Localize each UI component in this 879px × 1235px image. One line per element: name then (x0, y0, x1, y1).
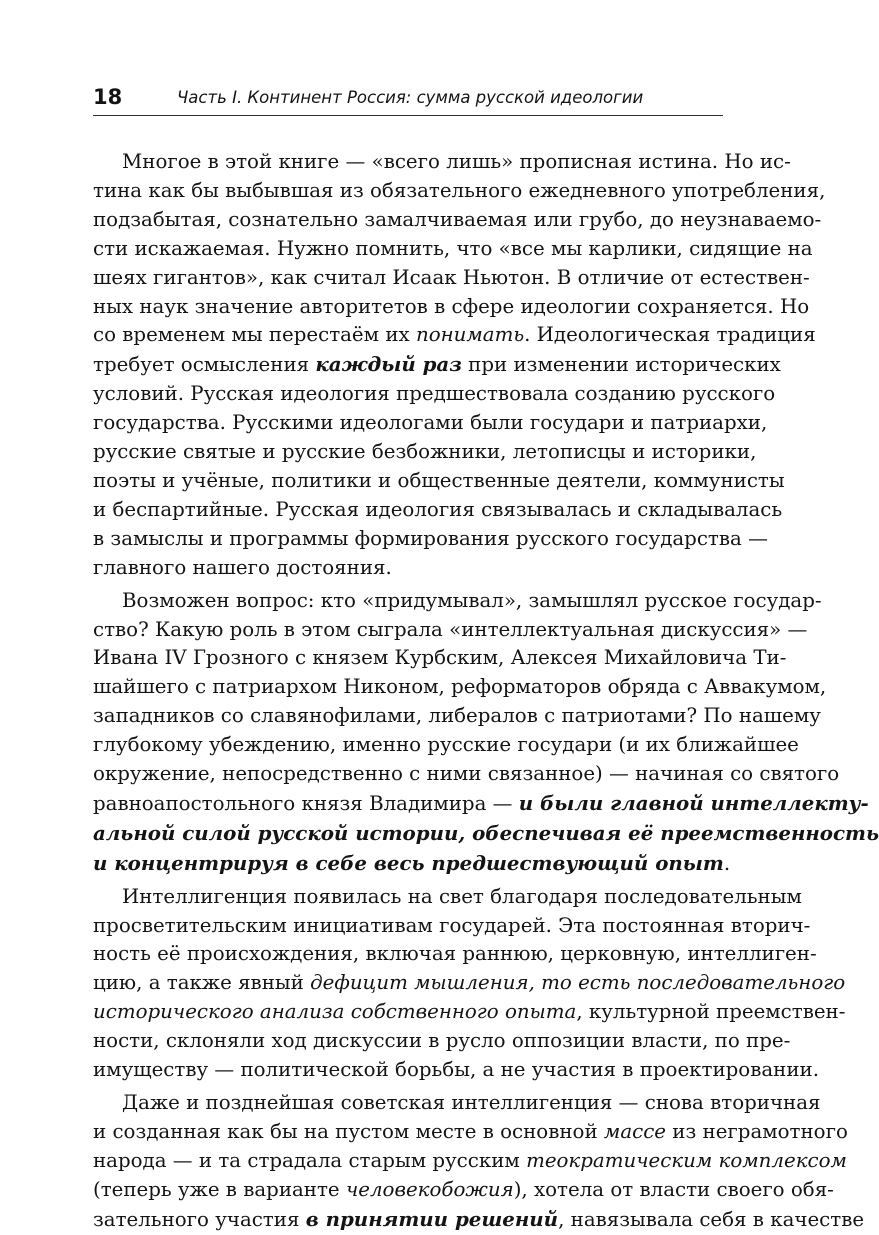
bold-italic-emphasis: каждый раз (315, 352, 462, 377)
italic-emphasis: дефицит мышления, то есть последовательного (310, 971, 846, 995)
text-line (93, 644, 787, 673)
text-line (93, 616, 808, 645)
text-line (93, 1089, 821, 1118)
paragraph (93, 1089, 865, 1235)
text-run: ных наук значение авторитетов в сфере идеологии сохраняется. Но (93, 294, 810, 318)
text-line (93, 293, 810, 322)
text-run: Многое в этой книге — «всего лишь» прописная истина. Но ис- (122, 150, 791, 173)
text-run: со временем мы перестаём их (93, 323, 416, 347)
text-run: . Идеологическая традиция (524, 323, 816, 347)
text-line (93, 819, 879, 849)
text-run: ), хотела от власти своего обя- (513, 1177, 834, 1201)
text-run: государства. Русскими идеологами были государи и патриархи, (93, 411, 768, 435)
paragraph (93, 587, 879, 879)
text-run: поэты и учёные, политики и общественные деятели, коммунисты (93, 468, 785, 492)
italic-emphasis: исторического анализа собственного опыта (93, 1000, 577, 1024)
text-line (93, 235, 813, 264)
text-line (93, 883, 802, 912)
text-line (93, 409, 768, 438)
header-rule (93, 115, 723, 116)
text-line (93, 760, 840, 789)
text-run: (теперь уже в варианте (93, 1177, 346, 1201)
text-run: имуществу — политической борьбы, а не участия в проектировании. (93, 1058, 819, 1082)
text-line (93, 148, 791, 177)
text-run: условий. Русская идеология предшествовала созданию русского (93, 382, 776, 406)
text-line (93, 702, 821, 731)
text-line (93, 1118, 848, 1147)
text-line (93, 206, 822, 235)
bold-italic-emphasis: в принятии решений (305, 1206, 559, 1231)
text-line (93, 350, 781, 380)
text-run: западников со славянофилами, либералов с патриотами? По нашему (93, 704, 821, 728)
text-run: из неграмотного (665, 1119, 848, 1143)
paragraph (93, 883, 846, 1085)
bold-italic-emphasis: и концентрируя в себе весь предшествующий опыт (93, 850, 724, 875)
text-line (93, 673, 827, 702)
text-line (93, 969, 846, 998)
text-line (93, 264, 810, 293)
text-line (93, 380, 776, 409)
text-run: равноапостольного князя Владимира — (93, 791, 519, 815)
text-run: , навязывала себя в качестве (558, 1207, 865, 1231)
text-line (93, 438, 757, 467)
text-line (93, 496, 783, 525)
text-run: ство? Какую роль в этом сыграла «интеллектуальная дискуссия» — (93, 617, 808, 641)
text-line (93, 940, 817, 969)
text-line (93, 912, 811, 941)
text-line (93, 849, 731, 879)
text-line (93, 789, 869, 819)
text-run: ность её происхождения, включая раннюю, церковную, интеллиген- (93, 942, 817, 966)
text-run: шеях гигантов», как считал Исаак Ньютон. В отличие от естествен- (93, 265, 810, 289)
text-line (93, 554, 723, 583)
text-line (93, 1176, 834, 1205)
text-line (93, 1147, 847, 1176)
paragraph (93, 148, 826, 583)
text-run: цию, а также явный (93, 971, 311, 995)
body-text (93, 148, 879, 1235)
bold-italic-emphasis: и были главной интеллекту- (518, 790, 869, 815)
italic-emphasis: человекобожия (345, 1177, 514, 1201)
italic-emphasis: теократическим комплексом (526, 1148, 847, 1172)
text-line (93, 467, 785, 496)
text-run: народа — и та страдала старым русским (93, 1148, 527, 1172)
italic-emphasis: понимать (415, 323, 525, 347)
text-run: шайшего с патриархом Никоном, реформаторов обряда с Аввакумом, (93, 675, 827, 699)
text-run: и созданная как бы на пустом месте в основной (93, 1119, 604, 1143)
text-run: окружение, непосредственно с ними связанное) — начиная со святого (93, 762, 840, 786)
text-run: главного нашего достояния. (93, 555, 392, 579)
text-run: зательного участия (93, 1207, 306, 1231)
bold-italic-emphasis: альной силой русской истории, обеспечивая её преемственность (93, 820, 879, 845)
text-run: Интеллигенция появилась на свет благодаря последовательным (122, 884, 802, 908)
text-line (93, 1056, 819, 1085)
text-run: Даже и позднейшая советская интеллигенция — снова вторичная (122, 1091, 821, 1114)
text-line (93, 525, 768, 554)
text-run: . (723, 851, 731, 875)
text-run: в замыслы и программы формирования русского государства — (93, 526, 768, 550)
text-run: просветительским инициативам государей. Эта постоянная вторич- (93, 913, 811, 937)
text-run: русские святые и русские безбожники, летописцы и историки, (93, 440, 757, 464)
text-line (93, 321, 816, 350)
text-run: тина как бы выбывшая из обязательного ежедневного употребления, (93, 178, 826, 202)
page-number: 18 (93, 85, 123, 109)
text-line (93, 587, 822, 616)
text-line (93, 1205, 865, 1235)
text-run: , культурной преемствен- (576, 1000, 846, 1024)
italic-emphasis: массе (603, 1119, 666, 1143)
text-run: требует осмысления (93, 353, 316, 377)
text-run: ности, склоняли ход дискуссии в русло оппозиции власти, по пре- (93, 1029, 791, 1053)
text-line (93, 1027, 791, 1056)
text-run: сти искажаемая. Нужно помнить, что «все мы карлики, сидящие на (93, 236, 813, 260)
text-line (93, 177, 826, 206)
text-run: при изменении исторических (461, 353, 781, 377)
text-run: Ивана IV Грозного с князем Курбским, Алексея Михайловича Ти- (93, 646, 787, 670)
text-run: подзабытая, сознательно замалчиваемая или грубо, до неузнаваемо- (93, 207, 822, 231)
text-line (93, 998, 846, 1027)
running-title: Часть I. Континент Россия: сумма русской идеологии (177, 88, 644, 107)
page-header (93, 82, 723, 116)
text-run: глубокому убеждению, именно русские государи (и их ближайшее (93, 733, 799, 757)
text-line (93, 731, 799, 760)
text-run: Возможен вопрос: кто «придумывал», замышлял русское государ- (122, 588, 822, 612)
text-run: и беспартийные. Русская идеология связывалась и складывалась (93, 497, 783, 521)
